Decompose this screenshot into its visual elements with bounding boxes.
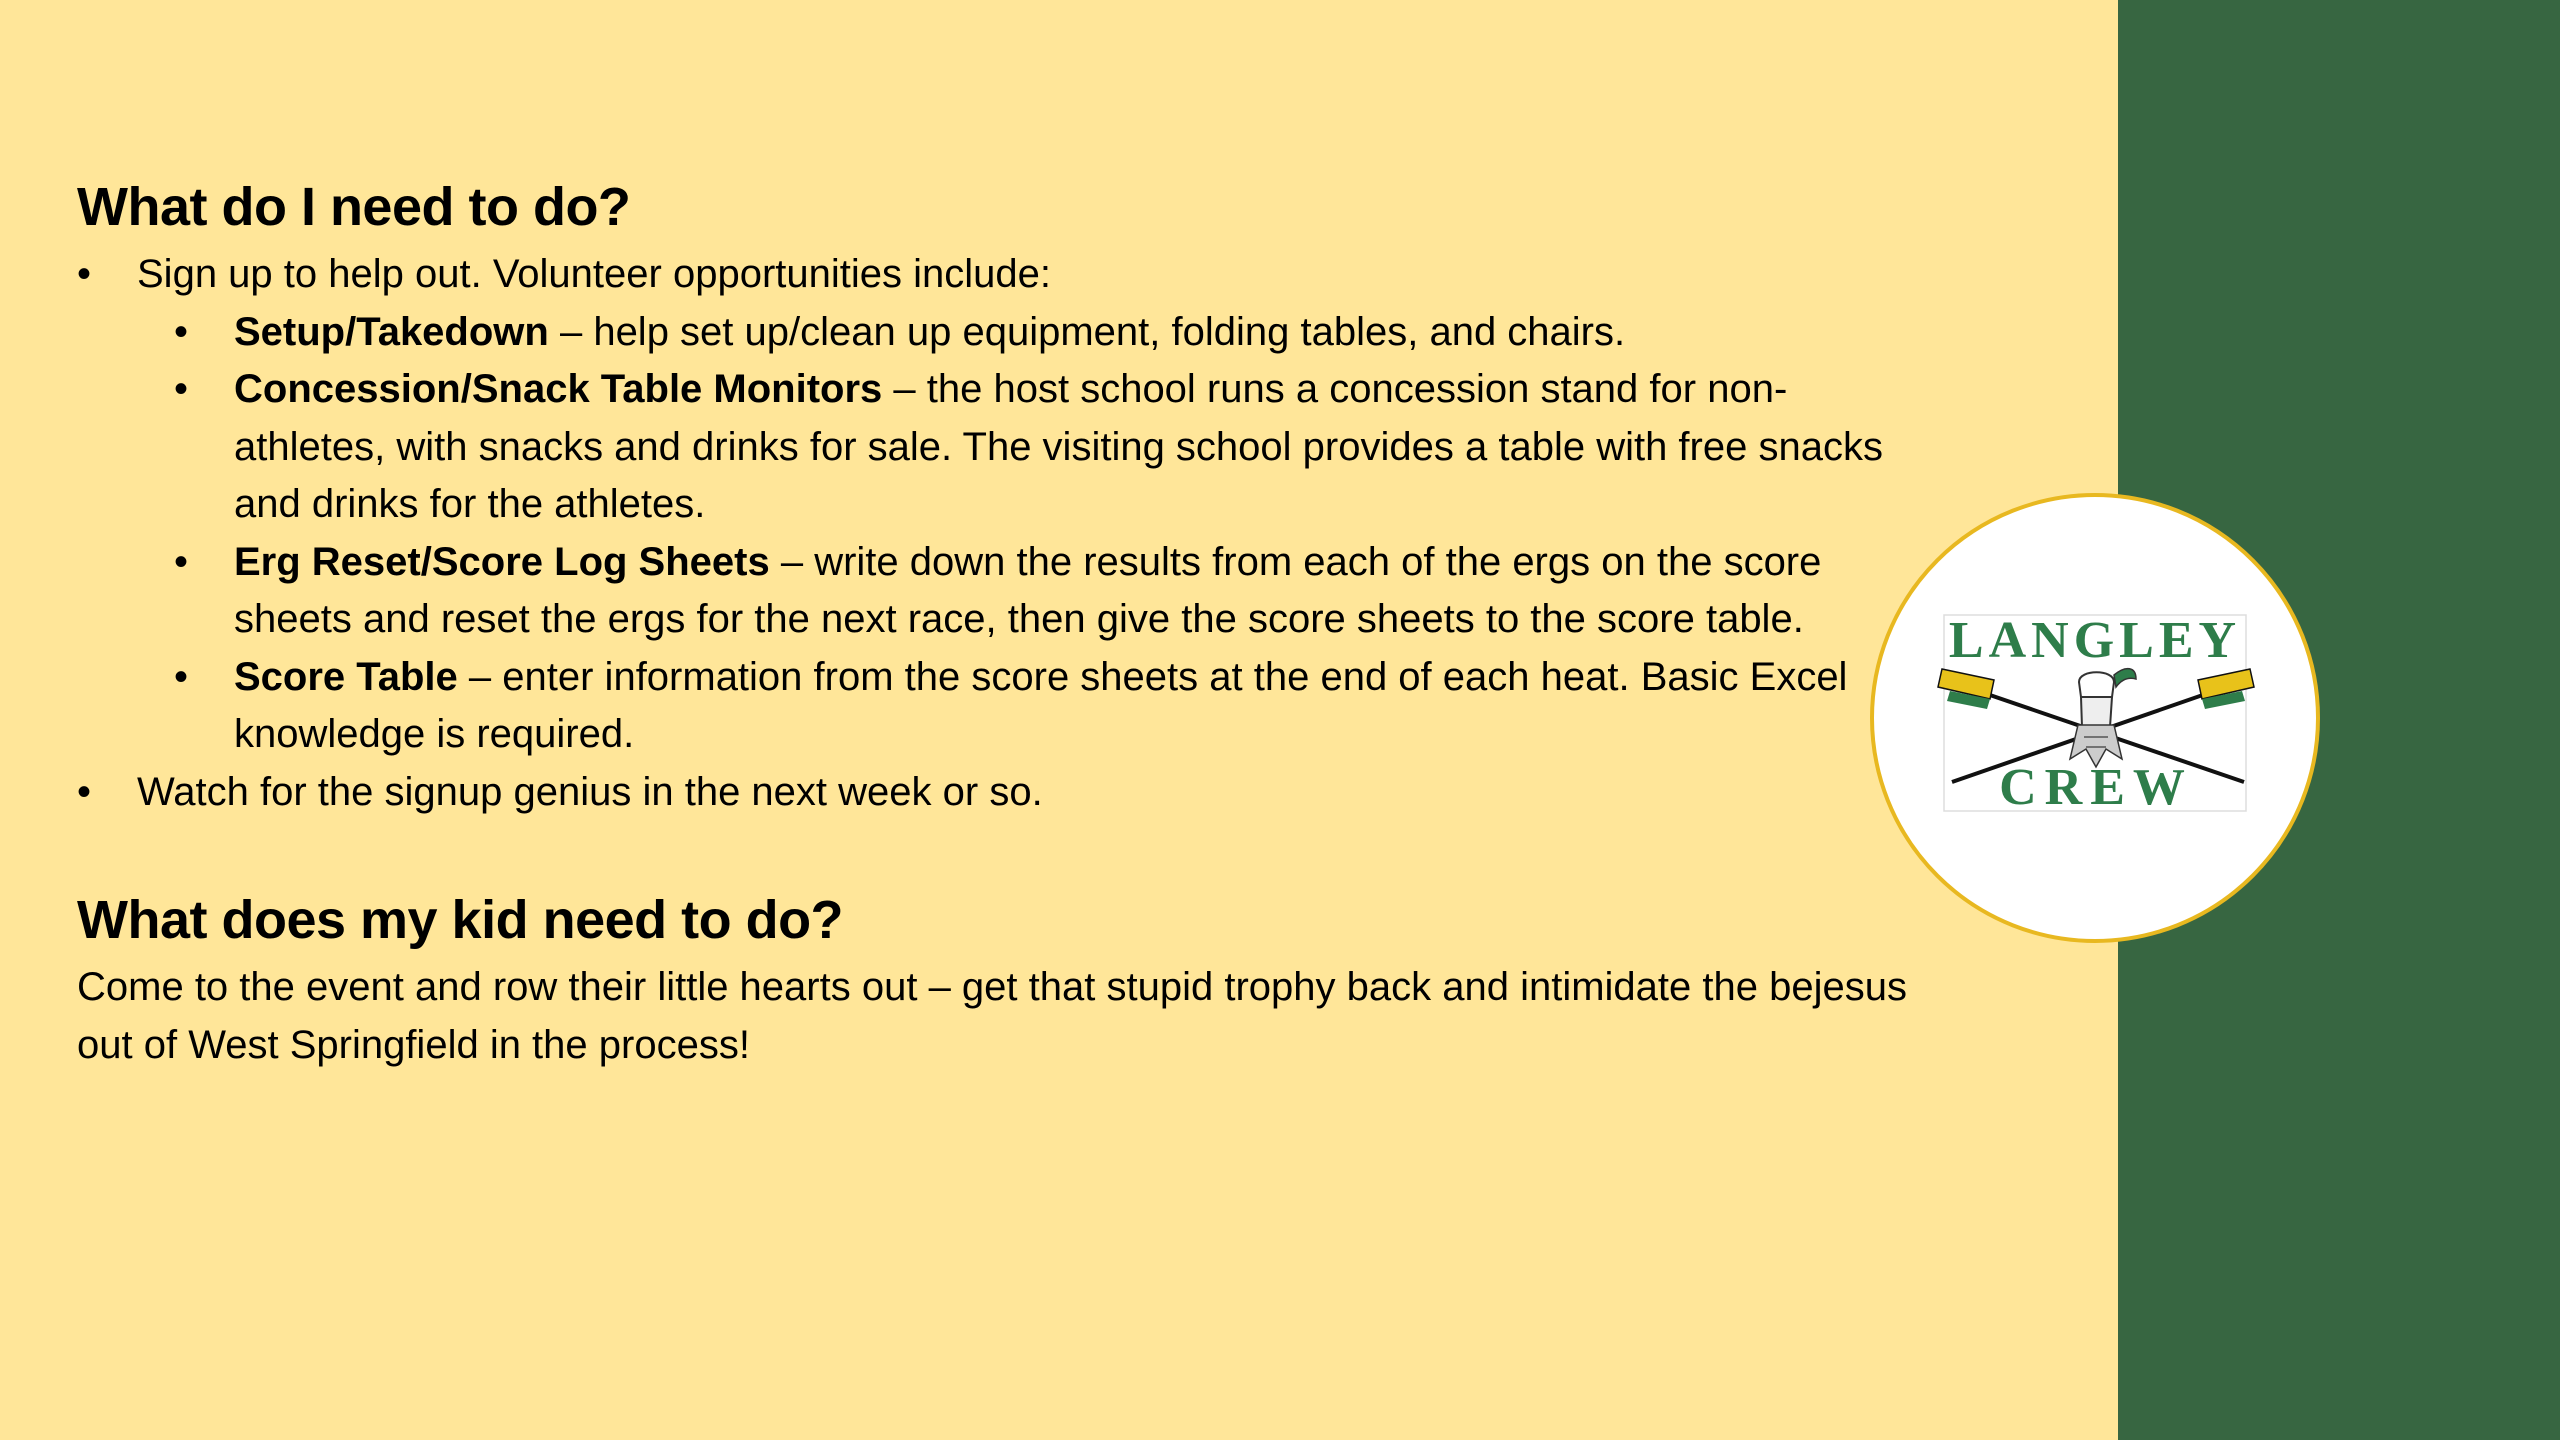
opportunity-description: – write down the results from each of the ergs on the score sheets and reset the ergs for the next race, then give the score sheets to the score table. (234, 539, 1822, 641)
bullet-icon: • (174, 654, 189, 699)
volunteer-list (77, 246, 1907, 821)
sub-list-item (77, 534, 1907, 649)
section-heading-volunteer: What do I need to do? (77, 177, 631, 237)
list-item-text: Watch for the signup genius in the next week or so. (137, 769, 1043, 814)
team-logo-badge (1870, 493, 2320, 943)
list-item (77, 246, 1907, 764)
kid-instructions: Come to the event and row their little hearts out – get that stupid trophy back and intimidate the bejesus out of West Springfield in the process! (77, 965, 1907, 1067)
list-item (77, 764, 1907, 822)
opportunity-title: Setup/Takedown (234, 309, 549, 354)
sub-list-item (77, 304, 1907, 362)
opportunity-title: Erg Reset/Score Log Sheets (234, 539, 770, 584)
opportunity-description: – the host school runs a concession stand for non-athletes, with snacks and drinks for sale. The visiting school provides a table with free snacks and drinks for the athletes. (234, 367, 1883, 526)
viking-emblem-icon (2070, 669, 2136, 767)
kid-section (77, 881, 1907, 1074)
logo-top-word: LANGLEY (1948, 612, 2242, 669)
crossed-oars-logo-icon (1874, 497, 2324, 947)
slide-content (77, 168, 1907, 1074)
bullet-icon: • (174, 539, 189, 584)
sub-list-item (77, 649, 1907, 764)
opportunity-title: Concession/Snack Table Monitors (234, 367, 883, 411)
section-heading-kid: What does my kid need to do? (77, 890, 844, 950)
sub-list-item (77, 361, 1907, 534)
bullet-icon: • (174, 367, 189, 411)
opportunity-description: – help set up/clean up equipment, folding tables, and chairs. (548, 309, 1626, 354)
logo-bottom-word: CREW (1999, 759, 2193, 816)
bullet-icon: • (174, 309, 189, 354)
opportunity-sublist (77, 304, 1907, 764)
opportunity-description: – enter information from the score sheets at the end of each heat. Basic Excel knowledge is required. (234, 654, 1848, 756)
bullet-icon: • (77, 252, 92, 296)
bullet-icon: • (77, 769, 92, 814)
opportunity-title: Score Table (234, 654, 458, 699)
list-item-text: Sign up to help out. Volunteer opportunities include: (137, 252, 1051, 296)
